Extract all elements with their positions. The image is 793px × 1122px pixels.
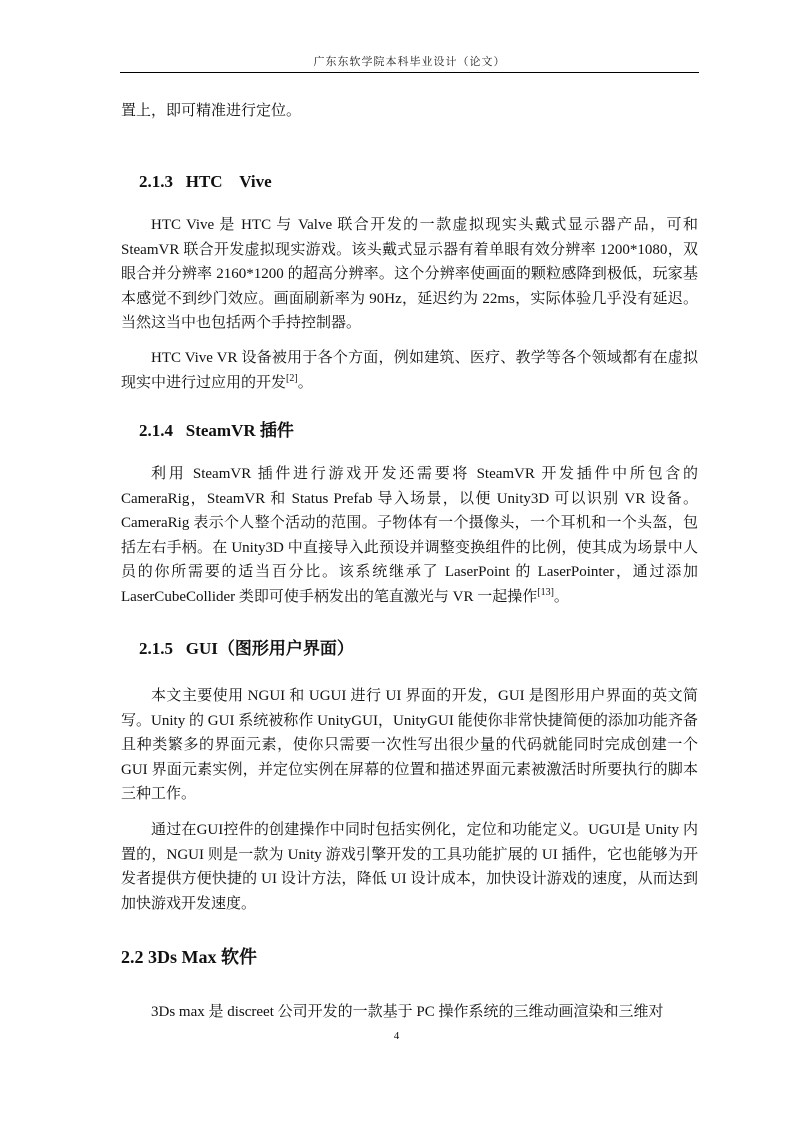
paragraph-text: 利用 SteamVR 插件进行游戏开发还需要将 SteamVR 开发插件中所包含的 CameraRig，SteamVR 和 Status Prefab 导入场景，以便 Unity3D 可以识别 VR 设备。CameraRig 表示个人整个活动的范围。子物体有一个摄像头，一个耳机和一个头盔，包括左右手柄。在 Unity3D 中直接导入此预设并调整变换组件的比例，使其成为场景中人员的你所需要的适当百分比。该系统继承了 LaserPoint 的 LaserPointer，通过添加 LaserCubeCollider 类即可使手柄发出的笔直激光与 VR 一起操作 <box>121 466 698 605</box>
paragraph-tail: 。 <box>297 374 313 391</box>
citation-13: [13] <box>537 586 554 598</box>
paragraph-htc-vive-applications <box>121 346 698 395</box>
paragraph-ugui-ngui: 通过在GUI控件的创建操作中同时包括实例化，定位和功能定义。UGUI是 Unity 内置的，NGUI 则是一款为 Unity 游戏引擎开发的工具功能扩展的 UI 插件，它也能够为开发者提供方便快捷的 UI 设计方法，降低 UI 设计成本，加快设计游戏的速度，从而达到加快游戏开发速度。 <box>121 822 698 912</box>
page-number: 4 <box>393 1030 400 1042</box>
paragraph-htc-vive-intro: HTC Vive 是 HTC 与 Valve 联合开发的一款虚拟现实头戴式显示器产品，可和 SteamVR 联合开发虚拟现实游戏。该头戴式显示器有着单眼有效分辨率 1200*1080，双眼合并分辨率 2160*1200 的超高分辨率。这个分辨率使画面的颗粒感降到极低，玩家基本感觉不到纱门效应。画面刷新率为 90Hz，延迟约为 22ms，实际体验几乎没有延迟。当然这当中也包括两个手持控制器。 <box>121 217 698 331</box>
heading-2-2: 2.2 3Ds Max 软件 <box>121 947 257 967</box>
header-rule <box>120 72 699 73</box>
heading-2-1-5: 2.1.5 GUI（图形用户界面） <box>139 639 354 658</box>
paragraph-text: HTC Vive VR 设备被用于各个方面，例如建筑、医疗、教学等各个领域都有在虚拟现实中进行过应用的开发 <box>121 350 698 391</box>
paragraph-gui-intro: 本文主要使用 NGUI 和 UGUI 进行 UI 界面的开发，GUI 是图形用户界面的英文简写。Unity 的 GUI 系统被称作 UnityGUI，UnityGUI 能使你非常快捷简便的添加功能齐备且种类繁多的界面元素，使你只需要一次性写出很少量的代码就能同时完成创建一个 GUI 界面元素实例，并定位实例在屏幕的位置和描述界面元素被激活时所要执行的脚本三种工作。 <box>121 688 698 802</box>
paragraph-tail: 。 <box>553 588 569 605</box>
paragraph-steamvr-plugin <box>121 462 698 609</box>
heading-2-1-3: 2.1.3 HTC Vive <box>139 172 272 191</box>
paragraph-3ds-max: 3Ds max 是 discreet 公司开发的一款基于 PC 操作系统的三维动画渲染和三维对 <box>151 1004 664 1020</box>
citation-2: [2] <box>286 372 298 384</box>
running-header: 广东东软学院本科毕业设计（论文） <box>313 55 506 68</box>
heading-2-1-4: 2.1.4 SteamVR 插件 <box>139 421 294 440</box>
paragraph-continuation: 置上，即可精准进行定位。 <box>121 103 302 119</box>
